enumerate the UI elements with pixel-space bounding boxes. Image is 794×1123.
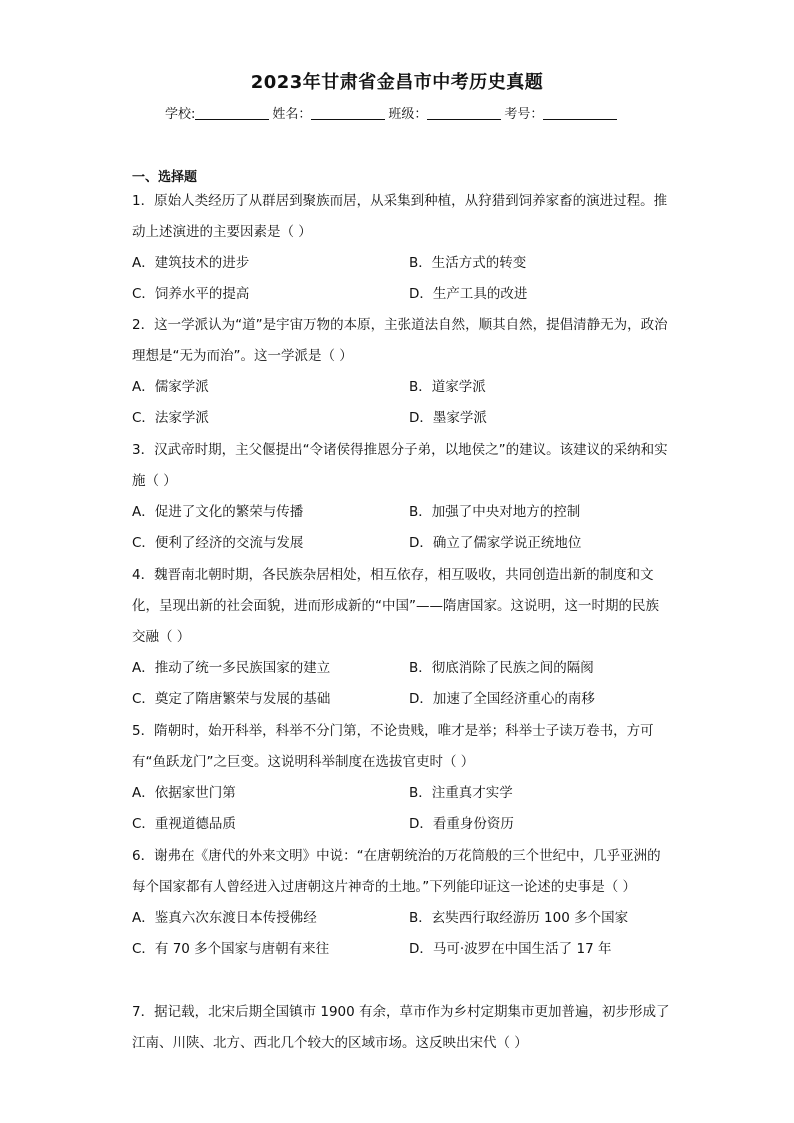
option-d: D．马可·波罗在中国生活了 17 年 <box>409 941 612 957</box>
options-row <box>132 497 672 528</box>
options-row <box>132 903 672 934</box>
question-stem: 5．隋朝时，始开科举，科举不分门第，不论贵贱，唯才是举；科举士子读万卷书，方可有“鱼跃龙门”之巨变。这说明科举制度在选拔官吏时（ ） <box>132 723 654 770</box>
option-c: C．奠定了隋唐繁荣与发展的基础 <box>132 691 331 707</box>
option-d: D．墨家学派 <box>409 410 487 426</box>
question-stem: 2．这一学派认为“道”是宇宙万物的本原，主张道法自然，顺其自然，提倡清静无为，政治理想是“无为而治”。这一学派是（ ） <box>132 317 668 364</box>
options-row <box>132 248 672 279</box>
options-row <box>132 403 672 434</box>
question-5 <box>132 716 672 840</box>
option-b: B．彻底消除了民族之间的隔阂 <box>409 660 594 676</box>
option-c: C．重视道德品质 <box>132 816 236 832</box>
question-6 <box>132 841 672 965</box>
question-2 <box>132 310 672 434</box>
question-stem: 4．魏晋南北朝时期，各民族杂居相处，相互依存，相互吸收，共同创造出新的制度和文化，呈现出新的社会面貌，进而形成新的“中国”——隋唐国家。这说明，这一时期的民族交融（ ） <box>132 567 659 645</box>
options-row <box>132 684 672 715</box>
question-stem: 6．谢弗在《唐代的外来文明》中说：“在唐朝统治的万花筒般的三个世纪中，几乎亚洲的每个国家都有人曾经进入过唐朝这片神奇的土地。”下列能印证这一论述的史事是（ ） <box>132 848 661 895</box>
question-1 <box>132 186 672 310</box>
option-b: B．玄奘西行取经游历 100 多个国家 <box>409 910 629 926</box>
school-label: 学校: <box>165 107 196 122</box>
student-info-line <box>165 103 620 122</box>
option-b: B．加强了中央对地方的控制 <box>409 504 581 520</box>
option-a: A．推动了统一多民族国家的建立 <box>132 660 331 676</box>
school-blank <box>195 105 269 120</box>
question-3 <box>132 435 672 559</box>
option-c: C．便利了经济的交流与发展 <box>132 535 304 551</box>
exam-no-label: 考号： <box>504 107 544 122</box>
options-row <box>132 528 672 559</box>
question-stem: 1．原始人类经历了从群居到聚族而居，从采集到种植，从狩猎到饲养家畜的演进过程。推动上述演进的主要因素是（ ） <box>132 193 668 240</box>
name-label: 姓名： <box>272 107 312 122</box>
option-d: D．看重身份资历 <box>409 816 514 832</box>
class-blank <box>427 105 501 120</box>
option-c: C．有 70 多个国家与唐朝有来往 <box>132 941 330 957</box>
question-7 <box>132 997 672 1059</box>
options-row <box>132 778 672 809</box>
option-a: A．建筑技术的进步 <box>132 255 250 271</box>
class-label: 班级： <box>388 107 428 122</box>
option-c: C．法家学派 <box>132 410 209 426</box>
option-a: A．促进了文化的繁荣与传播 <box>132 504 304 520</box>
option-a: A．鉴真六次东渡日本传授佛经 <box>132 910 317 926</box>
question-stem: 7．据记载，北宋后期全国镇市 1900 有余，草市作为乡村定期集市更加普遍，初步形成了江南、川陕、北方、西北几个较大的区域市场。这反映出宋代（ ） <box>132 1004 670 1051</box>
options-row <box>132 372 672 403</box>
options-row <box>132 653 672 684</box>
option-d: D．确立了儒家学说正统地位 <box>409 535 582 551</box>
page-title: 2023年甘肃省金昌市中考历史真题 <box>250 72 544 93</box>
question-4 <box>132 560 672 715</box>
option-b: B．道家学派 <box>409 379 486 395</box>
section-heading: 一、选择题 <box>132 170 198 185</box>
option-b: B．注重真才实学 <box>409 785 513 801</box>
options-row <box>132 934 672 965</box>
option-c: C．饲养水平的提高 <box>132 286 250 302</box>
option-d: D．生产工具的改进 <box>409 286 528 302</box>
name-blank <box>311 105 385 120</box>
options-row <box>132 809 672 840</box>
option-d: D．加速了全国经济重心的南移 <box>409 691 595 707</box>
question-stem: 3．汉武帝时期，主父偃提出“令诸侯得推恩分子弟，以地侯之”的建议。该建议的采纳和实施（ ） <box>132 442 668 489</box>
option-a: A．依据家世门第 <box>132 785 236 801</box>
exam-no-blank <box>543 105 617 120</box>
option-a: A．儒家学派 <box>132 379 209 395</box>
option-b: B．生活方式的转变 <box>409 255 527 271</box>
options-row <box>132 279 672 310</box>
